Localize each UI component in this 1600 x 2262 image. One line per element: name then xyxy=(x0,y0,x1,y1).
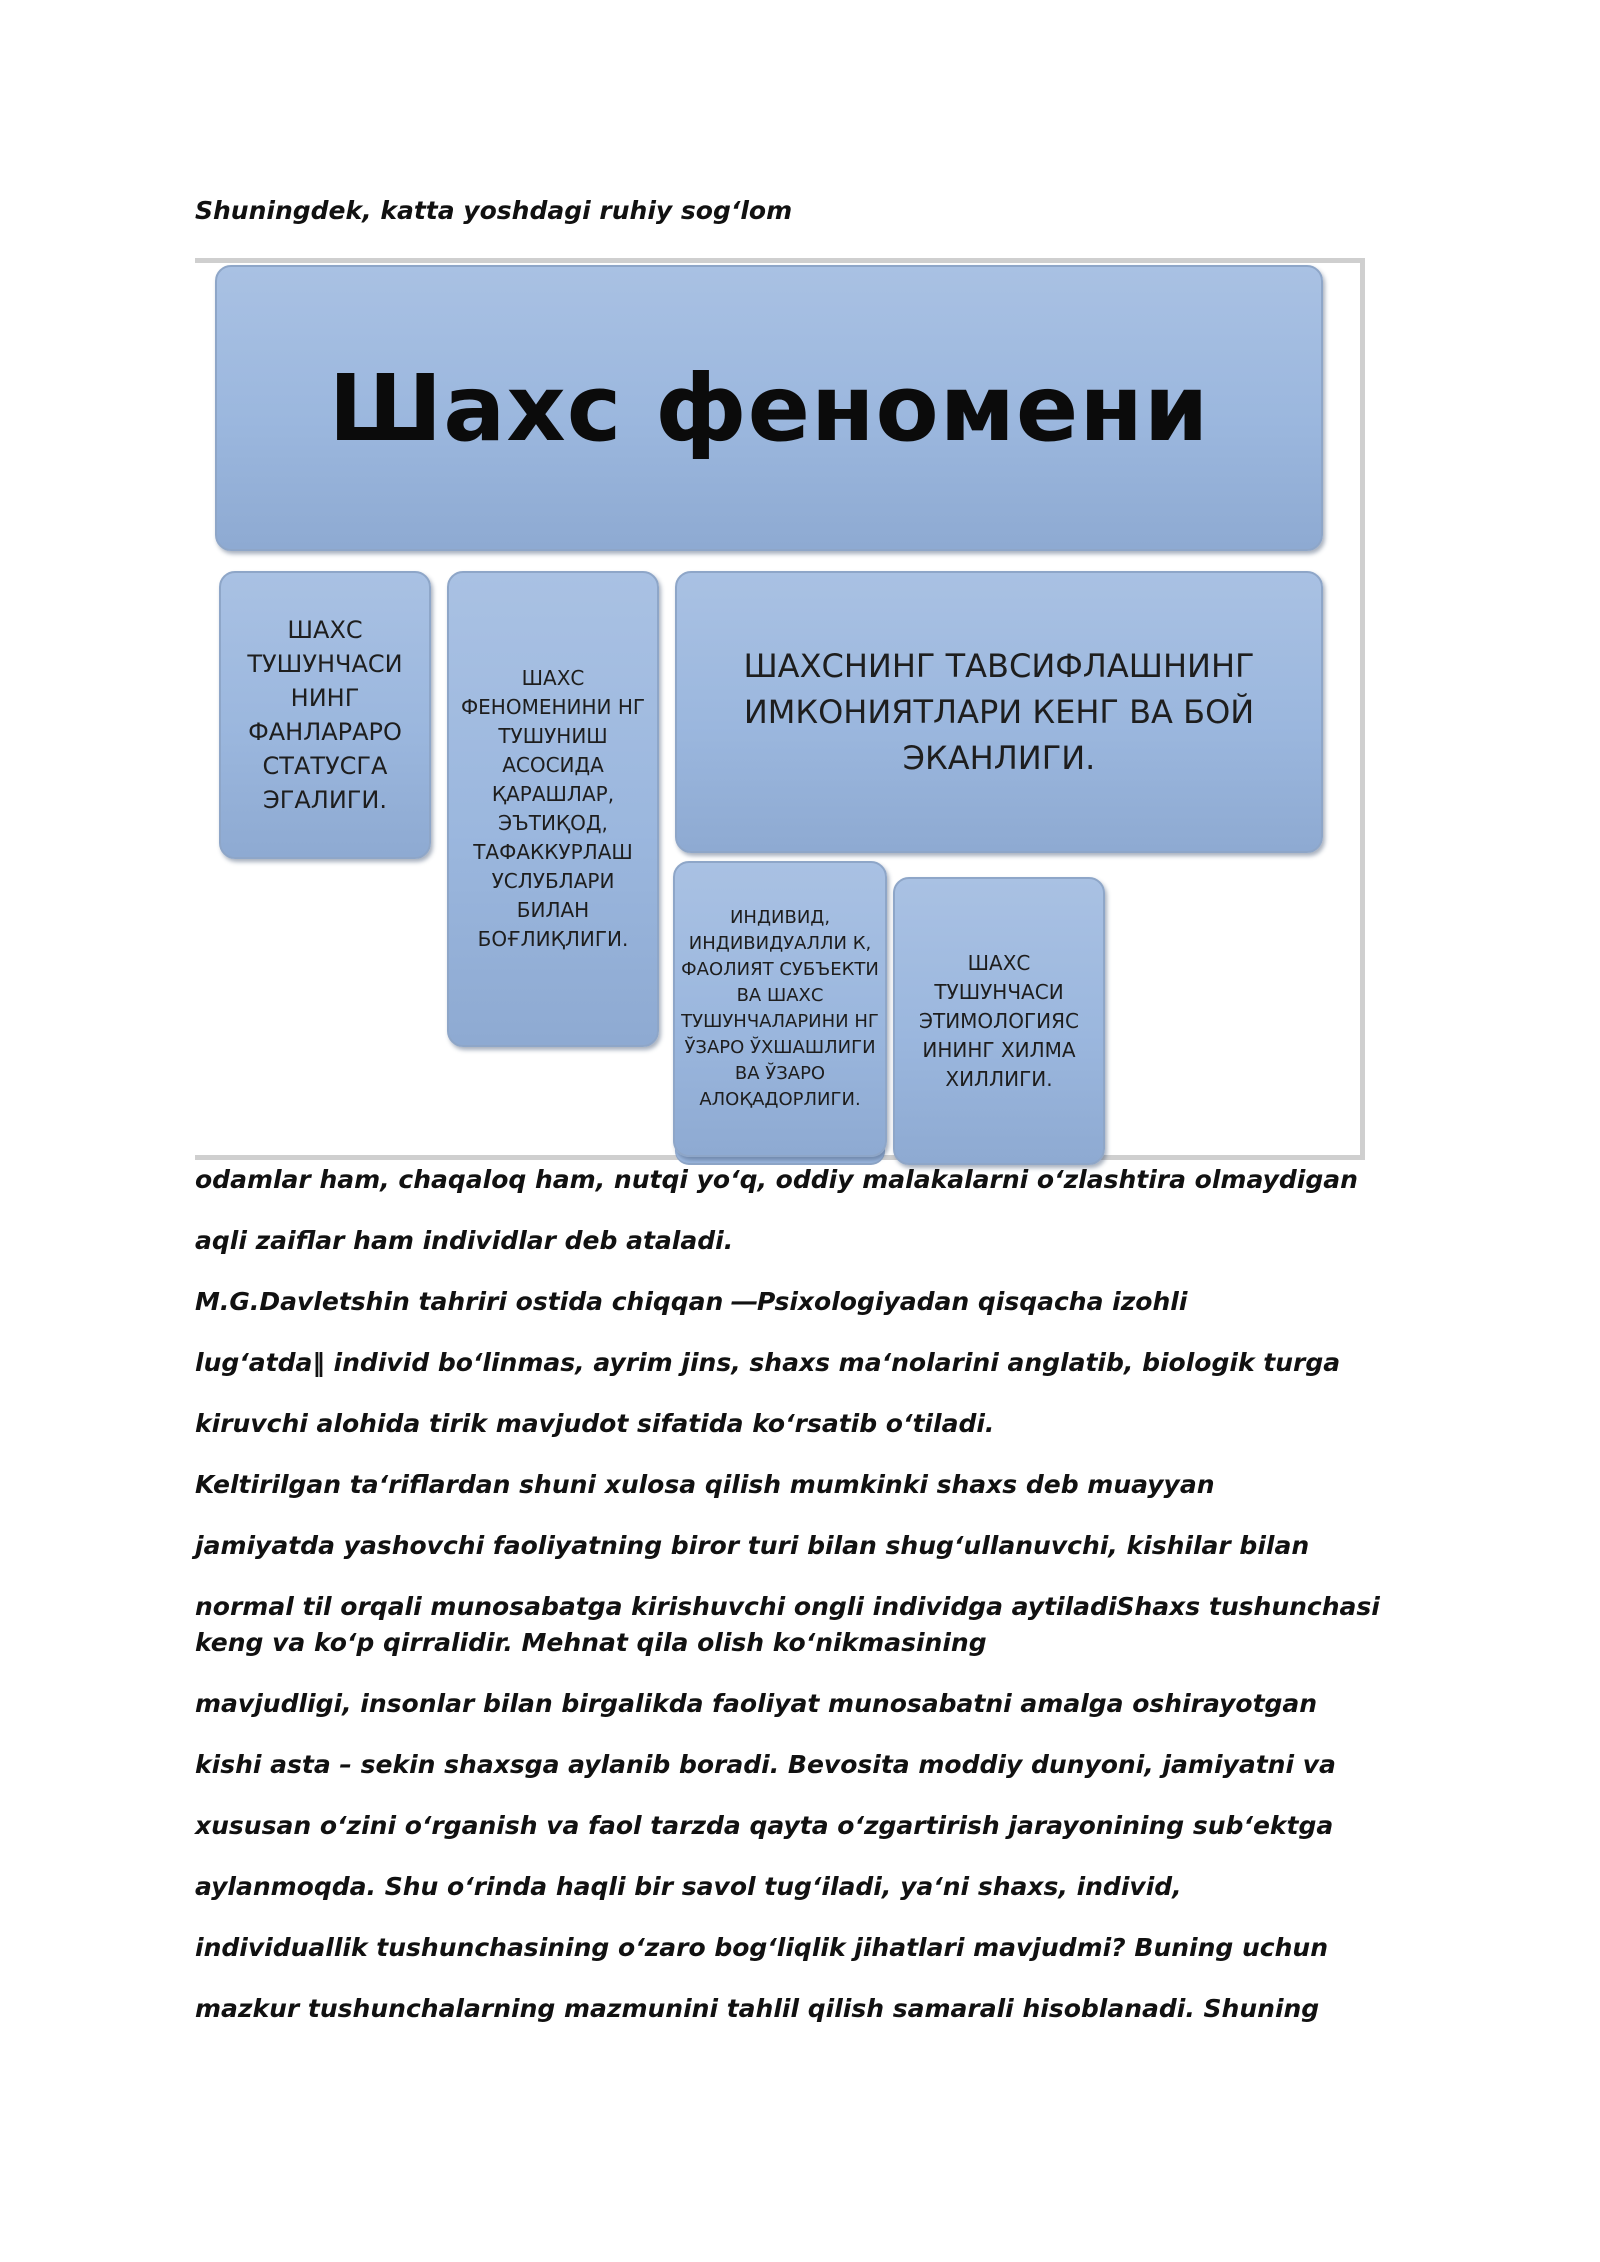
box-etymology-text: ШАХС ТУШУНЧАСИ ЭТИМОЛОГИЯС ИНИНГ ХИЛМА ХИЛЛИГИ. xyxy=(919,950,1079,1091)
paragraph-line: Keltirilgan ta‘riflardan shuni xulosa qilish mumkinki shaxs deb muayyan xyxy=(195,1470,1215,1499)
diagram-title: Шахс феномени xyxy=(328,354,1210,462)
paragraph-line: individuallik tushunchasining o‘zaro bog‘liqlik jihatlari mavjudmi? Buning uchun xyxy=(195,1933,1329,1962)
box-etymology xyxy=(893,877,1105,1165)
paragraph-line: mazkur tushunchalarning mazmunini tahlil qilish samarali hisoblanadi. Shuning xyxy=(195,1994,1320,2023)
box-views-beliefs xyxy=(447,571,659,1047)
paragraph-line: kishi asta – sekin shaxsga aylanib boradi. Bevosita moddiy dunyoni, jamiyatni va xyxy=(195,1750,1336,1779)
paragraph-line: mavjudligi, insonlar bilan birgalikda faoliyat munosabatni amalga oshirayotgan xyxy=(195,1689,1318,1718)
box-description-possibilities-text: ШАХСНИНГ ТАВСИФЛАШНИНГ ИМКОНИЯТЛАРИ КЕНГ ВА БОЙ ЭКАНЛИГИ. xyxy=(743,647,1255,777)
paragraph-line: kiruvchi alohida tirik mavjudot sifatida ko‘rsatib o‘tiladi. xyxy=(195,1409,995,1438)
box-interdisciplinary-status-text: ШАХС ТУШУНЧАСИ НИНГ ФАНЛАРАРО СТАТУСГА ЭГАЛИГИ. xyxy=(247,616,403,814)
diagram-title-box xyxy=(215,265,1323,551)
intro-line: Shuningdek, katta yoshdagi ruhiy sog‘lom xyxy=(195,196,793,225)
paragraph-line: jamiyatda yashovchi faoliyatning biror turi bilan shug‘ullanuvchi, kishilar bilan xyxy=(195,1531,1310,1560)
paragraph-line: lug‘atda‖ individ bo‘linmas, ayrim jins, shaxs ma‘nolarini anglatib, biologik turga xyxy=(195,1348,1341,1377)
box-interdisciplinary-status xyxy=(219,571,431,859)
box-views-beliefs-text: ШАХС ФЕНОМЕНИНИ НГ ТУШУНИШ АСОСИДА ҚАРАШЛАР, ЭЪТИҚОД, ТАФАККУРЛАШ УСЛУБЛАРИ БИЛАН БОҒЛИҚЛИГИ. xyxy=(460,666,646,951)
paragraph-line: normal til orqali munosabatga kirishuvchi ongli individga aytiladiShaxs tushunchasi keng va ko‘p qirralidir. Mehnat qila olish ko‘nikmasining xyxy=(195,1592,1380,1657)
shaxs-phenomenon-diagram xyxy=(195,258,1365,1160)
paragraph-line: odamlar ham, chaqaloq ham, nutqi yo‘q, oddiy malakalarni o‘zlashtira olmaydigan xyxy=(195,1165,1358,1194)
paragraph-line: xususan o‘zini o‘rganish va faol tarzda qayta o‘zgartirish jarayonining sub‘ektga xyxy=(195,1811,1334,1840)
box-description-possibilities xyxy=(675,571,1323,853)
paragraph-line: aylanmoqda. Shu o‘rinda haqli bir savol tug‘iladi, ya‘ni shaxs, individ, xyxy=(195,1872,1182,1901)
box-individual-relations-text: ИНДИВИД, ИНДИВИДУАЛЛИ К, ФАОЛИЯТ СУБЪЕКТИ ВА ШАХС ТУШУНЧАЛАРИНИ НГ ЎЗАРО ЎХШАШЛИГИ ВА ЎЗАРО АЛОҚАДОРЛИГИ. xyxy=(681,907,879,1110)
paragraph-line: aqli zaiflar ham individlar deb ataladi. xyxy=(195,1226,734,1255)
paragraph-line: M.G.Davletshin tahriri ostida chiqqan ―Psixologiyadan qisqacha izohli xyxy=(195,1287,1188,1316)
box-individual-relations xyxy=(673,861,887,1157)
